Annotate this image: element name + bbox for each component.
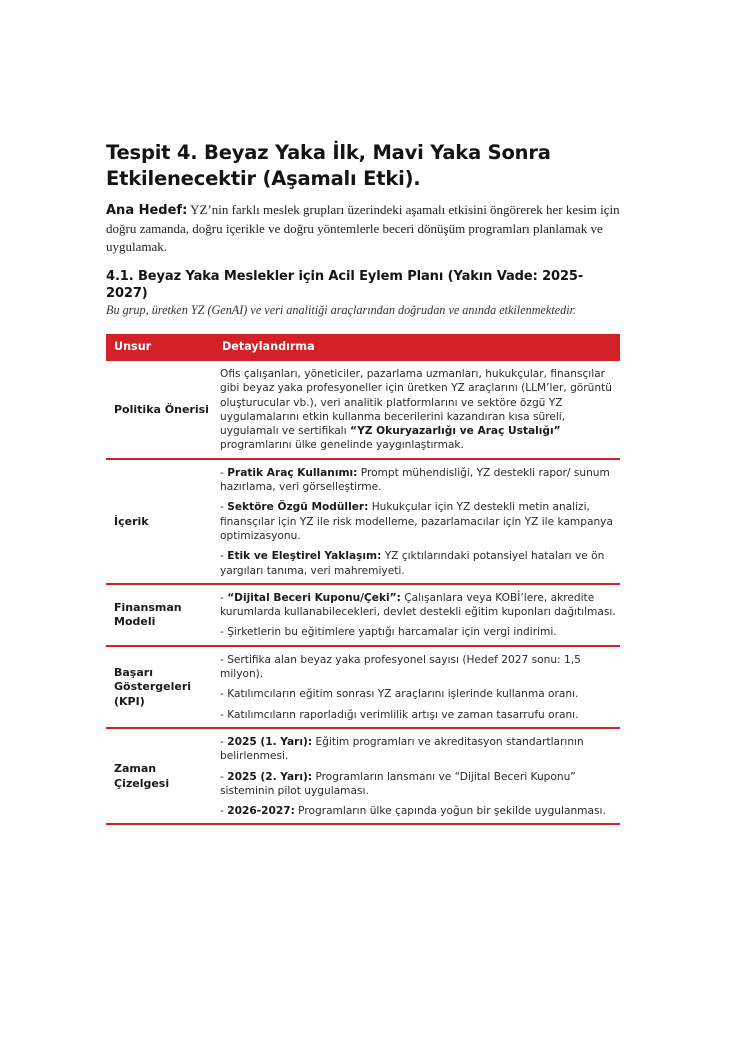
- finding-title: Tespit 4. Beyaz Yaka İlk, Mavi Yaka Sonra Etkilenecektir (Aşamalı Etki).: [106, 141, 551, 190]
- detail-item-text: - Şirketlerin bu eğitimlere yaptığı harcamalar için vergi indirimi.: [220, 626, 557, 639]
- detail-item-text: - Sertifika alan beyaz yaka profesyonel sayısı (Hedef 2027 sonu: 1,5 milyon).: [220, 653, 581, 681]
- row-detail: [214, 584, 620, 646]
- table-header-row: [106, 334, 620, 361]
- detail-item: [220, 653, 616, 682]
- detail-item: [220, 500, 616, 543]
- detail-item-text: Ofis çalışanları, yöneticiler, pazarlama uzmanları, hukukçular, finansçılar gibi beyaz yaka profesyoneller için üretken YZ araçlarını (LLM’ler, görüntü oluşturucular vb.), veri analitik platformlarını ve sektöre özgü YZ uygulamalarını etkin kullanma becerilerini kazandıran kısa süreli, uygulamalı ve sertifikalı: [220, 368, 612, 438]
- detail-item-text: - Katılımcıların raporladığı verimlilik artışı ve zaman tasarrufu oranı.: [220, 708, 579, 721]
- detail-item-emphasis: 2026-2027:: [227, 805, 295, 818]
- detail-item: [220, 591, 616, 620]
- detail-item: [220, 367, 616, 453]
- row-detail: [214, 728, 620, 824]
- row-element-label: Zaman Çizelgesi: [106, 728, 214, 824]
- detail-item: [220, 708, 616, 722]
- detail-item-emphasis: 2025 (1. Yarı):: [227, 735, 313, 748]
- table-row: [106, 584, 620, 646]
- row-detail: [214, 459, 620, 584]
- row-element-label: Finansman Modeli: [106, 584, 214, 646]
- detail-item: [220, 770, 616, 799]
- detail-item-text: programlarını ülke genelinde yaygınlaştırmak.: [220, 439, 464, 452]
- detail-item-text: - Katılımcıların eğitim sonrası YZ araçlarını işlerinde kullanma oranı.: [220, 688, 579, 701]
- main-goal-label: Ana Hedef:: [106, 203, 188, 218]
- detail-item-text: -: [220, 770, 228, 783]
- detail-item-text: -: [220, 501, 228, 514]
- detail-item-text: Hukukçular için YZ destekli metin analizi, finansçılar için YZ ile risk modelleme, pazarlamacılar için YZ ile kampanya optimizasyonu.: [220, 501, 613, 542]
- header-detail: Detaylandırma: [214, 334, 620, 361]
- detail-item-text: Programların ülke çapında yoğun bir şekilde uygulanması.: [294, 805, 606, 818]
- detail-item: [220, 625, 616, 639]
- detail-item-text: -: [220, 466, 228, 479]
- table-row: [106, 459, 620, 584]
- detail-item-text: -: [220, 591, 228, 604]
- detail-item-emphasis: “Dijital Beceri Kuponu/Çeki”:: [227, 591, 401, 604]
- action-plan-table: [106, 334, 620, 825]
- document-page: [106, 140, 620, 825]
- detail-item-text: Çalışanlara veya KOBİ’lere, akredite kurumlarda kullanabilecekleri, devlet destekli eğitim kuponları dağıtılması.: [220, 591, 616, 619]
- detail-item-text: Programların lansmanı ve “Dijital Beceri Kuponu” sisteminin pilot uygulaması.: [220, 770, 576, 797]
- section-heading: 4.1. Beyaz Yaka Meslekler için Acil Eylem Planı (Yakın Vade: 2025-2027): [106, 269, 584, 301]
- detail-item-emphasis: Sektöre Özgü Modüller:: [227, 501, 369, 514]
- row-detail: [214, 361, 620, 459]
- row-element-label: Politika Önerisi: [106, 361, 214, 459]
- detail-item-emphasis: Etik ve Eleştirel Yaklaşım:: [227, 550, 382, 563]
- header-element: Unsur: [106, 334, 214, 361]
- detail-item: [220, 549, 616, 578]
- detail-item-text: -: [220, 735, 228, 748]
- main-goal: [106, 201, 620, 256]
- detail-item-text: Eğitim programları ve akreditasyon standartlarının belirlenmesi.: [220, 735, 584, 763]
- detail-item-emphasis: Pratik Araç Kullanımı:: [227, 466, 358, 479]
- detail-item-text: -: [220, 550, 228, 563]
- row-element-label: Başarı Göstergeleri (KPI): [106, 646, 214, 728]
- section-note: Bu grup, üretken YZ (GenAI) ve veri analitiği araçlarından doğrudan ve anında etkilenmektedir.: [106, 303, 577, 317]
- detail-item-text: YZ çıktılarındaki potansiyel hataları ve ön yargıları tanıma, veri mahremiyeti.: [220, 550, 605, 577]
- detail-item: [220, 687, 616, 701]
- detail-item: [220, 735, 616, 764]
- detail-item-text: Prompt mühendisliği, YZ destekli rapor/ sunum hazırlama, veri görselleştirme.: [220, 466, 610, 494]
- table-row: [106, 646, 620, 728]
- detail-item: [220, 466, 616, 495]
- detail-item-emphasis: “YZ Okuryazarlığı ve Araç Ustalığı”: [349, 425, 561, 438]
- detail-item: [220, 804, 616, 818]
- table-row: [106, 361, 620, 459]
- main-goal-text: YZ’nin farklı meslek grupları üzerindeki aşamalı etkisini öngörerek her kesim için doğru zamanda, doğru içerikle ve doğru yöntemlerle beceri dönüşüm programları planlamak ve uygulamak.: [106, 202, 620, 254]
- row-element-label: İçerik: [106, 459, 214, 584]
- row-detail: [214, 646, 620, 728]
- detail-item-text: -: [220, 805, 228, 818]
- table-row: [106, 728, 620, 824]
- detail-item-emphasis: 2025 (2. Yarı):: [227, 770, 313, 783]
